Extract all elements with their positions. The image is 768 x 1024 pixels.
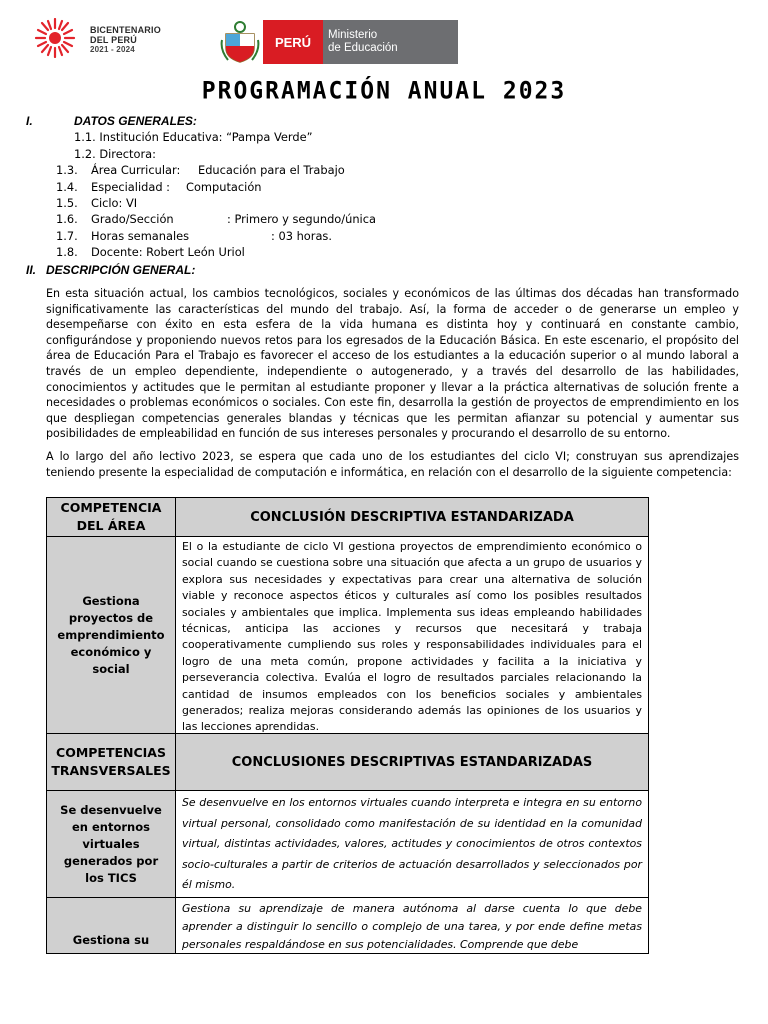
table-header-cell: CONCLUSIONES DESCRIPTIVAS ESTANDARIZADAS (231, 754, 593, 770)
section-number-2: II. (26, 263, 37, 277)
page-title: PROGRAMACIÓN ANUAL 2023 (201, 77, 567, 105)
item-value: : 03 horas. (271, 229, 332, 243)
list-item (56, 229, 332, 243)
list-item (56, 212, 376, 226)
item-number: 1.4. (56, 180, 78, 194)
bicentenario-sun-icon (26, 18, 84, 58)
item-label: Grado/Sección (91, 212, 174, 226)
list-item (56, 245, 245, 259)
item-value: : Primero y segundo/única (227, 212, 376, 226)
item-text: Institución Educativa: “Pampa Verde” (99, 130, 313, 144)
table-row (46, 897, 649, 954)
section-number-1: I. (26, 114, 33, 128)
table-row (46, 790, 649, 898)
list-item (74, 147, 156, 161)
bicentenario-logo (26, 18, 176, 58)
item-value: Computación (186, 180, 262, 194)
item-text: Directora: (99, 147, 156, 161)
ministerio-brand-box (323, 20, 458, 64)
ministerio-line1: Ministerio (328, 29, 378, 41)
table-cell-competencia: Se desenvuelve en entornos virtuales generados por los TICS (47, 791, 176, 897)
peru-coat-of-arms-icon (220, 20, 260, 64)
bicentenario-line2: DEL PERÚ (90, 35, 137, 45)
list-item (56, 196, 137, 210)
table-header-cell: COMPETENCIA DEL ÁREA (47, 498, 176, 536)
item-number: 1.1. (74, 130, 96, 144)
table-cell-conclusion: Gestiona su aprendizaje de manera autónoma al darse cuenta lo que debe aprender a distinguir lo sencillo o complejo de una tarea, y por ende define metas personales respaldándose en sus potencialidades. Comprende que debe (182, 902, 642, 951)
item-number: 1.2. (74, 147, 96, 161)
item-number: 1.6. (56, 212, 78, 226)
list-item (56, 163, 345, 177)
item-label: Ciclo: VI (91, 196, 138, 210)
bicentenario-line1: BICENTENARIO (90, 25, 161, 35)
bicentenario-text (90, 25, 161, 55)
item-label: Especialidad : (91, 180, 171, 194)
list-item (56, 180, 262, 194)
table-header-row (46, 733, 649, 791)
section-heading-datos: DATOS GENERALES: (74, 114, 197, 128)
ministerio-logo (214, 20, 458, 64)
table-cell-competencia: Gestiona su (47, 898, 176, 953)
item-number: 1.5. (56, 196, 78, 210)
item-number: 1.3. (56, 163, 78, 177)
table-cell-conclusion: El o la estudiante de ciclo VI gestiona proyectos de emprendimiento económico o social cuando se cuestiona sobre una situación que afecta a un grupo de usuarios y explora sus necesidades y expectativas para crear una alternativa de solución viable y reconoce aspectos éticos y culturales así como los posibles resultados sociales y ambientales que implica. Implementa sus ideas empleando habilidades técnicas, anticipa las acciones y recursos que necesitará y trabaja cooperativamente cumpliendo sus roles y responsabilidades individuales para el logro de una meta común, propone actividades y facilita a la iniciativa y perseverancia colectiva. Evalúa el logro de resultados parciales relacionando la cantidad de insumos empleados con los beneficios sociales y ambientales generados; realiza mejoras considerando además las opiniones de los usuarios y las lecciones aprendidas. (182, 540, 642, 734)
item-label: Horas semanales (91, 229, 190, 243)
section-heading-descripcion: DESCRIPCIÓN GENERAL: (46, 263, 196, 277)
table-cell-conclusion: Se desenvuelve en los entornos virtuales cuando interpreta e integra en su entorno virtual personal, consolidado como manifestación de su identidad en la comunidad virtual, distintas actividades, valores, actitudes y conocimientos de otros contextos socio-culturales a partir de criterios de actuación desarrollados y seleccionados por él mismo. (182, 796, 642, 892)
peru-label: PERÚ (274, 34, 312, 50)
item-number: 1.8. (56, 245, 78, 259)
table-header-cell: COMPETENCIAS TRANSVERSALES (47, 734, 176, 790)
list-item (74, 130, 313, 144)
item-label: Área Curricular: (91, 163, 181, 177)
item-number: 1.7. (56, 229, 78, 243)
bicentenario-years: 2021 - 2024 (90, 45, 135, 54)
descripcion-paragraph-1: En esta situación actual, los cambios tecnológicos, sociales y económicos de las últimas dos décadas han transformado significativamente las características del mundo del trabajo. Así, la forma de acceder o de generarse un empleo y desempeñarse con éxito en esta esfera de la vida humana es distinta hoy y continuará en constante cambio, configurándose y proponiendo nuevos retos para los egresados de la Educación Básica. En este escenario, el propósito del área de Educación Para el Trabajo es favorecer el acceso de los estudiantes a la educación superior o al mundo laboral a través de un empleo dependiente, independiente o autogenerado, y a través del desarrollo de las habilidades, conocimientos y actitudes que le permitan al estudiante proponer y llevar a la práctica alternativas de solución frente a necesidades o problemas económicos o sociales. Con este fin, desarrolla la gestión de proyectos de emprendimiento en los que despliegan competencias generales blandas y técnicas que les permitan afianzar su potencial y aumentar sus posibilidades de empleabilidad en función de sus intereses personales y procurando el desarrollo de su entorno. (46, 287, 739, 441)
descripcion-paragraph-2: A lo largo del año lectivo 2023, se espera que cada uno de los estudiantes del ciclo VI; construyan sus aprendizajes teniendo presente la especialidad de computación e informática, en relación con el desarrollo de la siguiente competencia: (46, 450, 739, 479)
ministerio-line2: de Educación (328, 42, 398, 54)
item-value: Educación para el Trabajo (198, 163, 345, 177)
table-cell-competencia: Gestiona proyectos de emprendimiento económico y social (47, 537, 176, 733)
item-label: Docente: Robert León Uriol (91, 245, 245, 259)
table-header-cell: CONCLUSIÓN DESCRIPTIVA ESTANDARIZADA (250, 509, 574, 525)
peru-brand-box (263, 20, 323, 64)
table-header-row (46, 497, 649, 537)
table-row (46, 536, 649, 734)
